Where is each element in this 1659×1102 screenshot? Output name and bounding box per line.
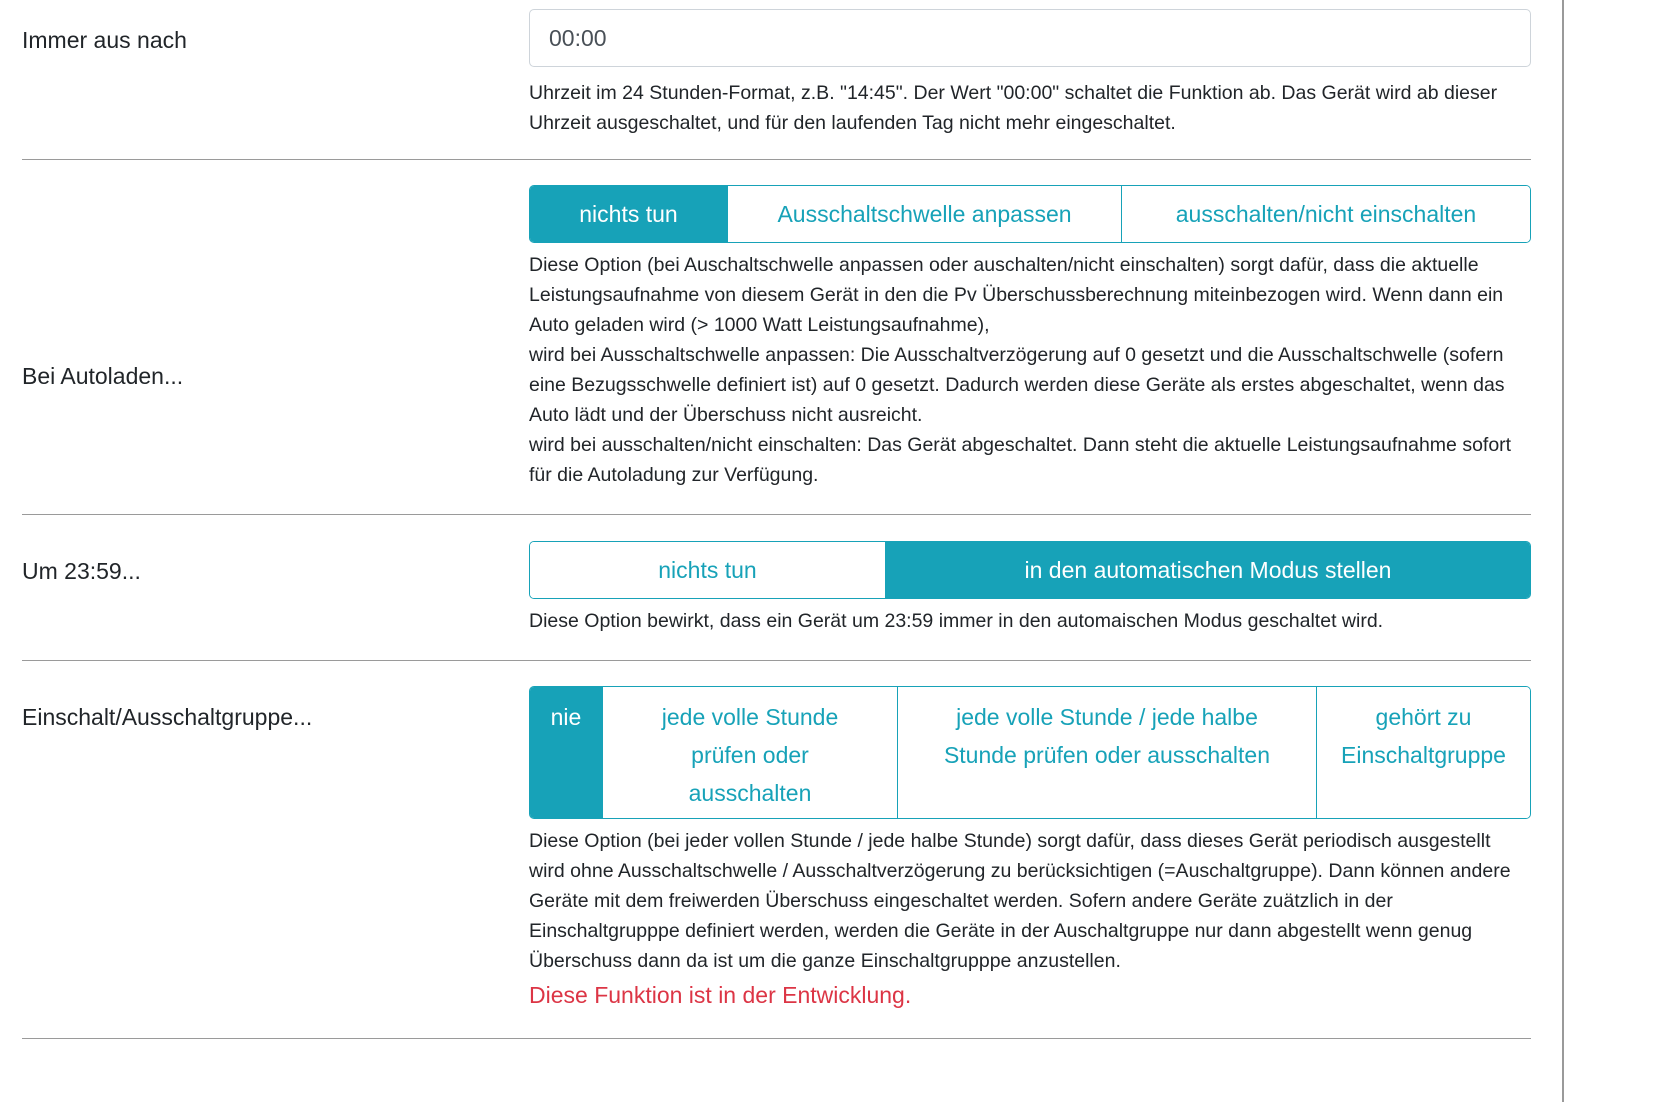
setting-row-bei-autoladen <box>22 160 1531 515</box>
setting-row-einschalt-ausschaltgruppe <box>22 661 1531 1039</box>
option-einschaltgruppe-button[interactable]: gehört zu Einschaltgruppe <box>1316 687 1530 818</box>
midnight-button-group <box>529 541 1531 599</box>
gruppe-button-group <box>529 686 1531 819</box>
setting-label: Einschalt/Ausschaltgruppe... <box>22 704 313 730</box>
help-paragraph: Diese Option (bei Auschaltschwelle anpassen oder auschalten/nicht einschalten) sorgt dafür, dass die aktuelle Leistungsaufnahme von diesem Gerät in den die Pv Überschussberechnung miteinbezogen wird. Wenn dann ein Auto geladen wird (> 1000 Watt Leistungsaufnahme), <box>529 254 1504 336</box>
option-jede-volle-stunde-button[interactable]: jede volle Stunde prüfen oder ausschalten <box>602 687 897 818</box>
setting-control <box>529 661 1531 1038</box>
setting-control <box>529 0 1531 159</box>
scrollbar-track[interactable] <box>1562 0 1564 1102</box>
option-ausschaltschwelle-anpassen-button[interactable]: Ausschaltschwelle anpassen <box>727 186 1121 242</box>
help-text <box>529 250 1531 490</box>
help-text: Uhrzeit im 24 Stunden-Format, z.B. "14:45". Der Wert "00:00" schaltet die Funktion ab. Das Gerät wird ab dieser Uhrzeit ausgeschaltet, und für den laufenden Tag nicht mehr eingeschaltet. <box>529 82 1498 134</box>
option-jede-halbe-stunde-button[interactable]: jede volle Stunde / jede halbe Stunde prüfen oder ausschalten <box>897 687 1316 818</box>
option-automatischen-modus-button[interactable]: in den automatischen Modus stellen <box>885 542 1530 598</box>
option-nichts-tun-button[interactable]: nichts tun <box>530 542 885 598</box>
setting-control <box>529 160 1531 514</box>
help-text: Diese Option bewirkt, dass ein Gerät um 23:59 immer in den automaischen Modus geschaltet wird. <box>529 610 1384 632</box>
setting-row-immer-aus-nach <box>22 0 1531 160</box>
option-ausschalten-nicht-einschalten-button[interactable]: ausschalten/nicht einschalten <box>1121 186 1530 242</box>
setting-control <box>529 515 1531 660</box>
option-nie-button[interactable]: nie <box>530 687 602 818</box>
setting-label: Immer aus nach <box>22 27 187 53</box>
setting-row-um-2359 <box>22 515 1531 661</box>
settings-form <box>22 0 1531 1039</box>
development-warning: Diese Funktion ist in der Entwicklung. <box>529 982 912 1008</box>
time-input[interactable]: 00:00 <box>529 9 1531 67</box>
autoladen-button-group <box>529 185 1531 243</box>
setting-label: Bei Autoladen... <box>22 363 184 389</box>
help-paragraph: wird bei Ausschaltschwelle anpassen: Die Ausschaltverzögerung auf 0 gesetzt und die Ausschaltschwelle (sofern eine Bezugsschwelle definiert ist) auf 0 gesetzt. Dadurch werden diese Geräte als erstes abgeschaltet, wenn das Auto lädt und der Überschuss nicht ausreicht. <box>529 344 1505 426</box>
setting-label: Um 23:59... <box>22 558 141 584</box>
help-paragraph: wird bei ausschalten/nicht einschalten: Das Gerät abgeschaltet. Dann steht die aktuelle Leistungsaufnahme sofort für die Autoladung zur Verfügung. <box>529 434 1512 486</box>
help-text: Diese Option (bei jeder vollen Stunde / jede halbe Stunde) sorgt dafür, dass dieses Gerät periodisch ausgestellt wird ohne Ausschaltschwelle / Ausschaltverzögerung zu berücksichtigen (=Auschaltgruppe). Dann können andere Geräte mit dem freiwerden Überschuss eingeschaltet werden. Sofern andere Geräte zuätzlich in der Einschaltgrupppe definiert werden, werden die Geräte in der Auschaltgruppe nur dann abgestellt wenn genug Überschuss dann da ist um die ganze Einschaltgrupppe anzustellen. <box>529 830 1511 972</box>
option-nichts-tun-button[interactable]: nichts tun <box>530 186 727 242</box>
